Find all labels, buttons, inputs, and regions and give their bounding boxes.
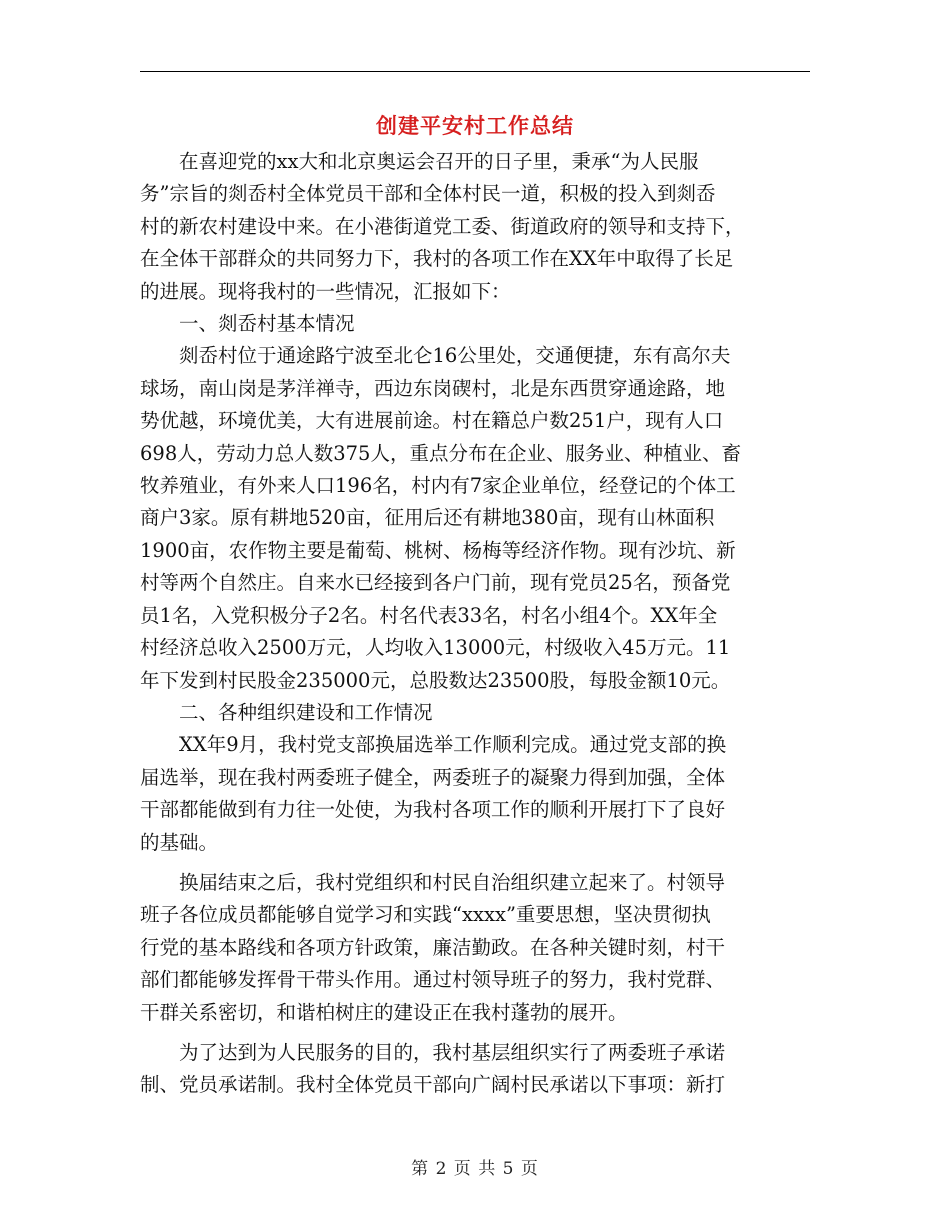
- document-title: 创建平安村工作总结: [376, 113, 574, 138]
- paragraph-line: 在全体干部群众的共同努力下，我村的各项工作在XX年中取得了长足: [140, 247, 734, 271]
- paragraph-line: 牧养殖业，有外来人口196名，村内有7家企业单位，经登记的个体工: [140, 474, 736, 498]
- paragraph-line: 势优越，环境优美，大有进展前途。村在籍总户数251户，现有人口: [140, 409, 724, 433]
- paragraph-line: 员1名，入党积极分子2名。村名代表33名，村名小组4个。XX年全: [140, 603, 718, 627]
- paragraph-line: 剡岙村位于通途路宁波至北仑16公里处，交通便捷，东有高尔夫: [179, 344, 731, 368]
- paragraph-line: 干群关系密切，和谐柏树庄的建设正在我村蓬勃的展开。: [140, 1000, 628, 1024]
- paragraph-line: 制、党员承诺制。我村全体党员干部向广阔村民承诺以下事项：新打: [140, 1073, 726, 1097]
- paragraph: [140, 867, 810, 1029]
- paragraph-line: 村的新农村建设中来。在小港街道党工委、街道政府的领导和支持下，: [140, 214, 745, 238]
- document-body: [140, 146, 810, 1102]
- paragraph-line: 行党的基本路线和各项方针政策，廉洁勤政。在各种关键时刻，村干: [140, 935, 726, 959]
- paragraph-line: 为了达到为人民服务的目的，我村基层组织实行了两委班子承诺: [179, 1040, 726, 1064]
- paragraph-line: 班子各位成员都能够自觉学习和实践“xxxx”重要思想，坚决贯彻执: [140, 903, 711, 927]
- paragraph-line: 务”宗旨的剡岙村全体党员干部和全体村民一道，积极的投入到剡岙: [140, 182, 716, 206]
- paragraph: [140, 308, 810, 340]
- paragraph-line: 年下发到村民股金235000元，总股数达23500股，每股金额10元。: [140, 668, 731, 692]
- paragraph-line: 干部都能做到有力往一处使，为我村各项工作的顺利开展打下了良好: [140, 798, 726, 822]
- paragraph-line: 的基础。: [140, 830, 219, 854]
- paragraph-line: 的进展。现将我村的一些情况，汇报如下：: [140, 279, 511, 303]
- paragraph: [140, 1037, 810, 1102]
- paragraph-line: 1900亩，农作物主要是葡萄、桃树、杨梅等经济作物。现有沙坑、新: [140, 538, 736, 562]
- paragraph-line: 商户3家。原有耕地520亩，征用后还有耕地380亩，现有山林面积: [140, 506, 715, 530]
- paragraph-line: 换届结束之后，我村党组织和村民自治组织建立起来了。村领导: [179, 870, 726, 894]
- paragraph-line: XX年9月，我村党支部换届选举工作顺利完成。通过党支部的换: [179, 733, 727, 757]
- paragraph-line: 届选举，现在我村两委班子健全，两委班子的凝聚力得到加强，全体: [140, 765, 726, 789]
- paragraph: [140, 729, 810, 859]
- header-rule: [140, 71, 810, 72]
- paragraph-line: 村等两个自然庄。自来水已经接到各户门前，现有党员25名，预备党: [140, 571, 731, 595]
- paragraph-line: 一、剡岙村基本情况: [179, 312, 355, 336]
- paragraph: [140, 146, 810, 308]
- page-number: 第 2 页 共 5 页: [411, 1159, 539, 1179]
- paragraph: [140, 697, 810, 729]
- paragraph-line: 二、各种组织建设和工作情况: [179, 700, 433, 724]
- paragraph-line: 在喜迎党的xx大和北京奥运会召开的日子里，秉承“为人民服: [179, 150, 699, 173]
- paragraph-line: 部们都能够发挥骨干带头作用。通过村领导班子的努力，我村党群、: [140, 968, 726, 992]
- paragraph-line: 698人，劳动力总人数375人，重点分布在企业、服务业、种植业、畜: [140, 441, 741, 465]
- paragraph-line: 球场，南山岗是茅洋禅寺，西边东岗碶村，北是东西贯穿通途路，地: [140, 376, 726, 400]
- paragraph: [140, 340, 810, 696]
- paragraph-line: 村经济总收入2500万元，人均收入13000元，村级收入45万元。11: [140, 636, 731, 660]
